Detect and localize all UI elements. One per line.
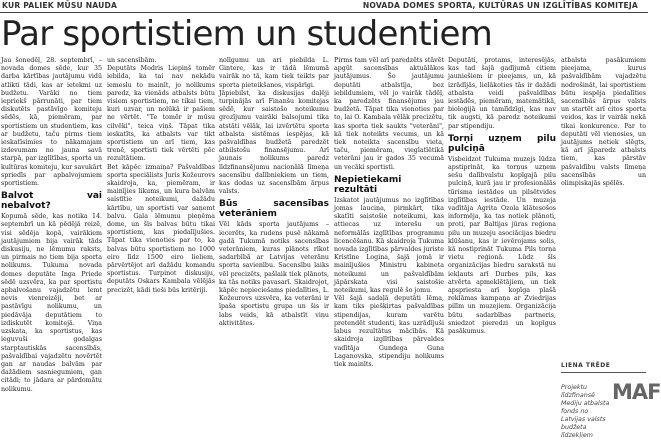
column-6-body bbox=[561, 57, 646, 357]
author-signature: LIENA TRĒDE bbox=[561, 362, 611, 369]
divider bbox=[561, 372, 646, 373]
paragraph: nolīgumu un ari piebilda L. Gintere, kas ir tādā lēmumā vairāk no tā, kam tiek teikts par sporta pieteikšanos, vispārīgi. bbox=[219, 57, 329, 89]
paragraph: Bet kāpēc izmaiņa? Pašvaldības sporta speciālists Juris Kožeurovs skaidroja, ka, piemēram, ir mainījies likums, un kura balvām saistītie noteikumi, dažādu kārtību, un sportisti var saņemt balvu. Gala lēmumu pieņēma dome, un šīs balvas būtu tikai sportistiem, kas piedalījušies. Tāpat tika vienoties par to, ka balvas būtu sportistiem no 1000 eiro līdz 1500 eiro lieliem, pārvērtējot arī dažādu komandu sportistus. Turpinot diskusiju, deputāts Oskars Kambala vēlējās precizēt, kādi tieši būs kritēriji. bbox=[107, 163, 215, 294]
committee-label: NOVADA DOMES SPORTA, KULTŪRAS UN IZGLĪTĪBAS KOMITEJA bbox=[362, 1, 638, 10]
article-headline: Par sportistiem un studentiem bbox=[1, 14, 492, 54]
subheading: Būs sacensības veterāniem bbox=[219, 199, 329, 220]
paragraph: Vēl kāds sporta jautājums – iecerēts, ka rudens pusē nākamā gadā Tukumā notiks sacensības veterāniem, kuras plānots rīkot sadarbībā ar Latvijas veterānu sporta savienību. Sacensību laiks vēl precizēts, pašlaik tiek plānots, ka tās notiks pavasarī. Skaidrojot, kāpēc nepieciešams piedalīties, L. Kožeurovs uzsvēra, ka veterāni ir īpaša sportistu grupa un šis ir labs veids, kā atbalstīt viņu aktivitātes. bbox=[219, 221, 329, 327]
paragraph: un sacensībām. bbox=[107, 57, 157, 64]
maf-logo: MAF bbox=[612, 380, 661, 404]
column-3 bbox=[219, 57, 329, 437]
paragraph: Jāpiebilst, ka diskusijas daļēji turpinājās arī Finanšu komitejas sēdē, kur saistošo noteikumu grozījumu vairāki balsojumi tika atstāti vēlāk, lai izvērtētu sporta atbalsta sistēmas iespējas, kā pašvaldības budžetā paredzēt atbilstošu finansējumu. Arī jaunais nolikums paredz līdzfinansējumu nacionālā līmeņa sacensību dalībniekiem un tiem, kas dodas uz sacensībām ārpus valsts. bbox=[219, 89, 329, 196]
funding-note: Projektu līdzfinansē Mediju atbalsta fonds no Latvijas valsts budžeta līdzekļiem bbox=[561, 384, 610, 439]
subheading: Torņi uzņem pilu pulciņā bbox=[448, 133, 556, 154]
paragraph: Pirms tam vēl arī paredzēts stāvēt apgūt sacensības aktuālākos jautājumus. Šo jautājumu deputāti atbalstīja, bez iebildumiem, vēl jo vairāk tādēļ, ka paredzēts finansējums jau budžetā. Tāpat tika vienoties par to, lai O. Kambala vēlāk precizētu, kas sporta tiek saukts "veterāni", kā tiek noteikts vecums, un kā tiek noteikta sacensību vieta, taču, piemēram, vieglatlētikā veterāni jau ir gados 35 vecumā un vecāki sportisti. bbox=[334, 57, 444, 171]
column-5 bbox=[448, 57, 556, 437]
paragraph: Vēl šajā sadaļā deputāti lēma, kam tiks piešķirtas pašvaldības stipendijas, kuram varētu pretendēt studenti, kas uzrādījuši labus rezultātus mācībās. Kā skaidroja izglītības pārvaldes vadītāja Gundega Guna Laganovska, stipendiju nolikums tiek mainīts. bbox=[334, 295, 444, 368]
subheading: Nepietiekami rezultāti bbox=[334, 174, 402, 195]
column-2 bbox=[107, 57, 215, 437]
column-4 bbox=[334, 57, 444, 437]
paragraph: atbalsta pasākumiem pieejama, kurus pašvaldībām vajadzētu nodrošināt, lai sportistiem būtu iespēja piedalīties sacensībās ārpus valsts un startēt arī citos sporta veidos, kas ir vairāk nekā tikai konkurence. Par to deputāti vēl vienosies, un jautājums netiek slēgts, kā arī jāparedz atbalsts tiem, kas pārstāv pašvaldību valsts līmeņa sacensībās un olimpiskajās spēlēs. bbox=[561, 57, 646, 188]
column-1 bbox=[1, 57, 102, 437]
section-label: KUR PALIEK MŪSU NAUDA bbox=[2, 1, 118, 10]
paragraph: Izskatot jautājumus no izglītības jomas lauciņa, pirmkārt, tika skatīti saistošie noteikumi, kas attiecas uz interešu un neformālās izglītības programmu licencēšanu. Kā skaidroja Tukuma novada izglītības pārvaldes juriste Kristīne Logina, šajā jomā ir mainījušies Ministru kabineta noteikumi un pašvaldībām jāpārskata visi saistošie noteikumi, kas regulē šo jomu. bbox=[334, 196, 444, 295]
subheading: Balvot vai nebalvot? bbox=[1, 191, 102, 212]
paragraph: Kopumā sēde, kas notika 14. septembrī un kā pēdējā reizē, visi sēdēja kopā, vairākiem jautājumiem bija vairāk tāds diskusiju, ne lēmumu raksts, un pirmais no tiem bija sporta nolikums. Tukuma novada domes deputāte Inga Priede sēdē uzsvēra, ka par sportistu apbalvošanu vajadzētu lemt nevis vienreizēji, bet ar pastāvīgu nolikumu, un piedāvāja deputātiem to izdiskutēt komitejā. Viņa uzskata, ka sportistus, kas ieguvuši godalgas starptautiskās sacensībās, pašvaldībai vajadzētu novērtēt gan ar naudas balvām par dažādiem sasniegumiem, gan citādi; to jādara ar pārdomātu nolikumu. bbox=[1, 213, 102, 393]
paragraph: Visbeidzot Tukuma muzejs lūdza apstiprināt, ka torņus uzņem sešu dalībvalstu kopīgajā pilu pulciņā, kurā jau ir profesionālās tūrisma iestādes un pilsētvides izglītības iestāde. Un muzeja vadītāja Agrita Ozola klātesošos informēja, ka tas notiek plānoti, proti, par Baltijas jūras reģiona pilu un muzeju asociācijas biedru kļūšanu, kas ir ievērojams solis, kā nostiprināt Tukuma Pils torņa vietu reģionā. Lūdz šīs organizācijas biedru sarakstā nu iekļauts arī Durbes pils, kas atvērta apmeklētājiem, un tiek apspriesta arī kopīga plašā reklāmas kampaņa ar Zviedrijas pilīm un muzejiem. Organizācija būtu sadarbības partneris, sniedzot pieredzi un kopīgus pasākumus. bbox=[448, 155, 556, 336]
paragraph: Deputāti, protams, interesējās, kas tad šajā gadījumā citiem jauniešiem ir pieejams, un, kā izrādījās, lielākoties tās ir dažādi atbalsta veidi pašvaldības iestādēs, piemēram, matemātikā, bioloģijā un tamlīdzīgi, kas nav tik augsti, kā paredz noteikumi par stipendiju. bbox=[448, 57, 556, 130]
section-header bbox=[0, 0, 648, 13]
paragraph: Deputāts Modris Liepiņš tomēr iebilda, ka tai nav nekādu iemeslu to mainīt, jo nolikums paredz, ka vienāds atbalsts būtu visiem sportistiem, ne tikai tiem, kuri uzvar, un nolūkā ir pašiem ne vērtēt. "Te tomēr ir mūsu cilvēki", teica viņš. Tāpat tika ieskatīts, ka atbalsts var tikt sportistiem un arī tiem, kas trenē, sportisti tiek vērtēti pēc rezultātiem. bbox=[107, 65, 215, 163]
paragraph: Jau šonedēļ, 28. septembrī, – novada domes sēde, kur 35 darba kārtības jautājumu vidū atlikti tādi, kas ar ietekmi uz budžetu. Varāki no tiem iepriekš pārrunāti, par tiem diskutēts pastāvīgo komiteju sēdēs, kā, piemēram, par sportistiem un studentiem, kas ar budžetu, taču pirms tiem ieskatīsimies to nākamajam izdevumam no jauna savā starpā, par izglītības, sporta un kultūras komiteju, kur savukārt spriedīs par apbalvojumiem sportistiem. bbox=[1, 57, 102, 188]
